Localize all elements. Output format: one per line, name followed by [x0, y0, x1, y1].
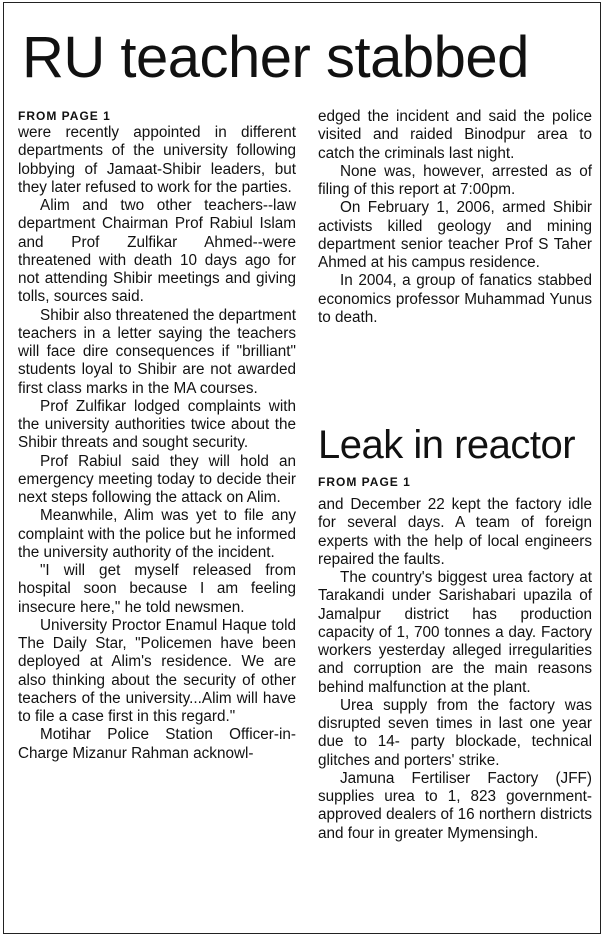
story1-paragraph: edged the incident and said the police visited and raided Binodpur area to catch the criminals last night. — [318, 108, 592, 162]
story2-paragraph: The country's biggest urea factory at Tarakandi under Sarishabari upazila of Jamalpur district has production capacity of 1, 700 tonnes a day. Factory workers yesterday alleged irregularities and corruption are the main reasons behind malfunction at the plant. — [318, 569, 592, 696]
story2-paragraph: Urea supply from the factory was disrupted seven times in last one year due to 14- party blockade, technical glitches and porters' strike. — [318, 696, 592, 769]
story1-paragraph: were recently appointed in different departments of the university following lobbying of Jamaat-Shibir leaders, but they later refused to work for the parties. — [18, 124, 296, 196]
story1-paragraph: None was, however, arrested as of filing of this report at 7:00pm. — [318, 162, 592, 198]
story1-paragraph: Prof Zulfikar lodged complaints with the university authorities twice about the Shibir threats and sought security. — [18, 397, 296, 452]
story2-paragraph: Jamuna Fertiliser Factory (JFF) supplies urea to 1, 823 government-approved dealers of 16 northern districts and four in greater Mymensingh. — [318, 769, 592, 842]
story1-paragraph: Motihar Police Station Officer-in-Charge Mizanur Rahman acknowl- — [18, 726, 296, 762]
story1-left-column — [18, 108, 296, 763]
story2-column — [318, 496, 592, 843]
story1-paragraph: In 2004, a group of fanatics stabbed economics professor Muhammad Yunus to death. — [318, 272, 592, 326]
headline-ru-teacher-stabbed: RU teacher stabbed — [22, 25, 529, 90]
story1-paragraph: Meanwhile, Alim was yet to file any complaint with the police but he informed the university authority of the incident. — [18, 507, 296, 561]
story1-paragraph: "I will get myself released from hospital soon because I am feeling insecure here," he told newsmen. — [18, 562, 296, 616]
story1-kicker: FROM PAGE 1 — [18, 109, 111, 123]
story2-paragraph: and December 22 kept the factory idle for several days. A team of foreign experts with the help of local engineers repaired the faults. — [318, 496, 592, 568]
headline-leak-in-reactor: Leak in reactor — [318, 423, 576, 467]
story1-paragraph: Prof Rabiul said they will hold an emergency meeting today to decide their next steps following the attack on Alim. — [18, 452, 296, 506]
story1-right-column — [318, 108, 592, 327]
story1-paragraph: Shibir also threatened the department teachers in a letter saying the teachers will face dire consequences if "brilliant" students loyal to Shibir are not awarded first class marks in the MA courses. — [18, 306, 296, 397]
story2-kicker: FROM PAGE 1 — [318, 475, 411, 489]
story1-paragraph: Alim and two other teachers--law department Chairman Prof Rabiul Islam and Prof Zulfikar Ahmed--were threatened with death 10 days ago for not attending Shibir meetings and giving tolls, sources said. — [18, 197, 296, 306]
story1-paragraph: University Proctor Enamul Haque told The Daily Star, "Policemen have been deployed at Alim's residence. We are also thinking about the security of other teachers of the university...Alim will have to file a case first in this regard." — [18, 616, 296, 725]
story1-paragraph: On February 1, 2006, armed Shibir activists killed geology and mining department senior teacher Prof S Taher Ahmed at his campus residence. — [318, 199, 592, 271]
